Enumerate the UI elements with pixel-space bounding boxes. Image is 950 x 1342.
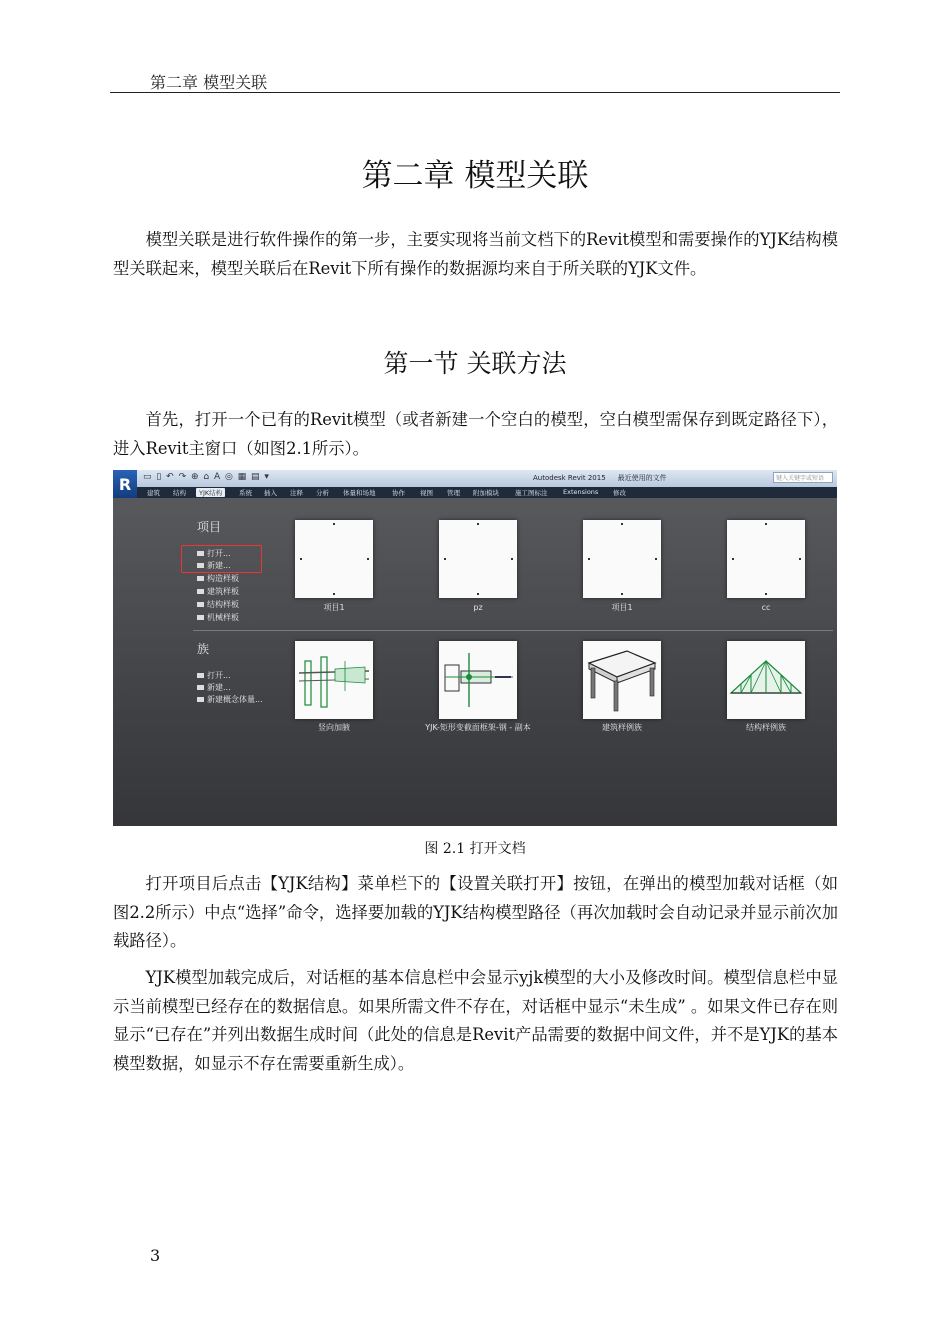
tab-systems[interactable]: 系统 [239,489,252,497]
open-new-highlight [181,545,262,573]
intro-paragraph: 模型关联是进行软件操作的第一步，主要实现将当前文档下的Revit模型和需要操作的YJK结构模型关联起来，模型关联后在Revit下所有操作的数据源均来自于所关联的YJK文件。 [113,230,838,278]
tab-architecture[interactable]: 建筑 [147,489,160,497]
tab-analyze[interactable]: 分析 [316,489,329,497]
recent-family-thumbnail[interactable] [295,641,373,719]
family-new-link[interactable]: 新建... [197,682,231,693]
mechanical-template-link[interactable]: 机械样板 [197,612,239,623]
revit-screenshot [113,470,837,826]
projects-label: 项目 [197,520,222,534]
tab-view[interactable]: 视图 [420,489,433,497]
new-icon [197,685,204,690]
project-open-link[interactable]: 打开... [197,548,231,559]
tab-annotate[interactable]: 注释 [290,489,303,497]
families-label: 族 [197,642,210,656]
running-header: 第二章 模型关联 [150,73,268,92]
project-new-link[interactable]: 新建... [197,560,231,571]
architectural-template-link[interactable]: 建筑样板 [197,586,239,597]
new-conceptual-mass-link[interactable]: 新建概念体量... [197,694,263,705]
construction-template-link[interactable]: 构造样板 [197,573,239,584]
quick-access-toolbar[interactable]: ▭ ▯ ↶ ↷ ⊕ ⌂ A ◎ ▦ ▤ ▾ [143,472,270,482]
section-divider [193,630,833,631]
recent-project-label: 项目1 [323,603,345,612]
tab-addins[interactable]: 附加模块 [473,489,499,497]
figure-caption: 图 2.1 打开文档 [424,841,526,857]
recent-project-thumbnail[interactable] [439,520,517,598]
tab-massing-site[interactable]: 体量和场地 [343,489,376,497]
tab-extensions[interactable]: Extensions [563,488,599,496]
template-icon [197,615,204,620]
section-title: 第一节 关联方法 [383,349,567,378]
table-icon [583,641,661,719]
recent-family-thumbnail[interactable] [727,641,805,719]
search-input[interactable]: 键入关键字或短语 [773,472,833,483]
paragraph-1: 首先，打开一个已有的Revit模型（或者新建一个空白的模型，空白模型需保存到既定路径下），进入Revit主窗口（如图2.1所示）。 [113,410,838,458]
recent-family-label: 建筑样例族 [602,723,642,732]
recent-family-label: 竖向加腋 [318,723,350,732]
chapter-title: 第二章 模型关联 [361,158,589,194]
title-bar [113,470,837,488]
haunch-drawing-icon [295,641,373,719]
truss-icon [727,641,805,719]
tab-insert[interactable]: 插入 [264,489,277,497]
steel-frame-icon [439,641,517,719]
recent-family-label: 结构样例族 [746,723,786,732]
page-number: 3 [150,1246,161,1265]
recent-project-thumbnail[interactable] [295,520,373,598]
tab-manage[interactable]: 管理 [447,489,460,497]
family-open-link[interactable]: 打开... [197,670,231,681]
recent-project-thumbnail[interactable] [583,520,661,598]
open-icon [197,673,204,678]
template-icon [197,602,204,607]
recent-project-label: pz [473,603,483,612]
template-icon [197,589,204,594]
tab-drawing-annotation[interactable]: 施工图标注 [515,489,548,497]
structural-template-link[interactable]: 结构样板 [197,599,239,610]
paragraph-2: 打开项目后点击【YJK结构】菜单栏下的【设置关联打开】按钮，在弹出的模型加载对话框（如图2.2所示）中点“选择”命令，选择要加载的YJK结构模型路径（再次加载时会自动记录并显示前次加载路径）。 [113,874,838,950]
recent-family-thumbnail[interactable] [583,641,661,719]
header-rule [110,92,840,93]
template-icon [197,576,204,581]
tab-structure[interactable]: 结构 [173,489,186,497]
tab-collaborate[interactable]: 协作 [392,489,405,497]
recent-project-label: 项目1 [611,603,633,612]
tab-modify[interactable]: 修改 [613,489,626,497]
tab-yjk-structure[interactable]: YJK结构 [196,488,225,497]
recent-project-label: cc [761,603,771,612]
app-title: Autodesk Revit 2015 最近使用的文件 [533,474,667,482]
recent-project-thumbnail[interactable] [727,520,805,598]
paragraph-3: YJK模型加载完成后，对话框的基本信息栏中会显示yjk模型的大小及修改时间。模型信息栏中显示当前模型已经存在的数据信息。如果所需文件不存在，对话框中显示“未生成” 。如果文件已存在则显示“已存在”并列出数据生成时间（此处的信息是Revit产品需要的数据中间文件，并不是YJK的基本模型数据，如显示不存在需要重新生成）。 [113,968,838,1073]
ribbon-tabs [113,487,837,498]
recent-family-label: YJK-矩形变截面框架-钢 - 副本 [425,723,531,732]
mass-icon [197,697,204,702]
recent-family-thumbnail[interactable] [439,641,517,719]
revit-logo-button[interactable]: R [113,470,137,498]
